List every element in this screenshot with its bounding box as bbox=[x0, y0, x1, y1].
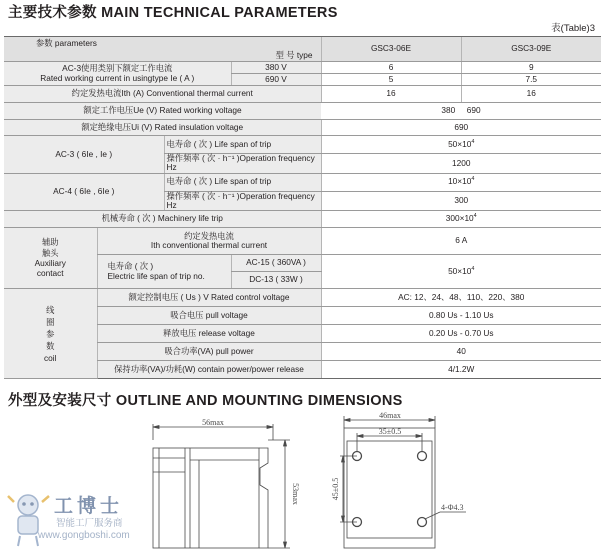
coil-release-voltage-label: 释放电压 release voltage bbox=[97, 325, 321, 343]
aux-thermal-label-cn: 约定发热电流 bbox=[184, 230, 234, 241]
coil-pull-power-label: 吸合功率(VA) pull power bbox=[97, 343, 321, 361]
insulation-voltage-label: 额定绝缘电压Ui (V) Rated insulation voltage bbox=[4, 120, 321, 136]
watermark-slogan: 智能工厂服务商 bbox=[56, 518, 123, 529]
coil-pull-voltage-label: 吸合电压 pull voltage bbox=[97, 307, 321, 325]
mechanical-life-value-base: 300×10 bbox=[445, 213, 474, 224]
aux-electric-life-label-cn: 电寿命 ( 次 ) bbox=[107, 261, 154, 272]
front-view-drawing bbox=[340, 416, 466, 548]
ac4-life-value-base: 10×10 bbox=[448, 176, 472, 187]
mechanical-life-label: 机械寿命 ( 次 ) Machinery life trip bbox=[4, 211, 321, 228]
aux-thermal-label-en: Ith conventional thermal current bbox=[150, 240, 268, 251]
ac3-category-label: AC-3 ( 6Ie , Ie ) bbox=[4, 136, 164, 174]
rated-current-690v-06e: 5 bbox=[321, 74, 461, 86]
voltage-690v-label: 690 V bbox=[231, 74, 321, 86]
insulation-voltage-value: 690 bbox=[321, 120, 601, 136]
auxiliary-contact-label: 辅助 触头 Auxiliary contact bbox=[4, 228, 97, 289]
rated-voltage-value-b: 690 bbox=[466, 105, 481, 116]
rated-voltage-label: 额定工作电压Ue (V) Rated working voltage bbox=[4, 103, 321, 120]
coil-parameters-label: 线 圈 参 数 coil bbox=[4, 289, 97, 379]
header-model-gsc3-09e: GSC3-09E bbox=[461, 37, 601, 62]
ac4-life-value-exp: 4 bbox=[471, 176, 475, 183]
aux-dc13-label: DC-13 ( 33W ) bbox=[231, 272, 321, 289]
ac4-life-label: 电寿命 ( 次 ) Life span of trip bbox=[164, 173, 321, 191]
watermark bbox=[4, 488, 174, 554]
section-title-technical-parameters: 主要技术参数 MAIN TECHNICAL PARAMETERS bbox=[8, 5, 338, 21]
table-number-label: 表(Table)3 bbox=[551, 23, 595, 34]
rated-current-380v-09e: 9 bbox=[461, 62, 601, 74]
aux-thermal-value: 6 A bbox=[321, 228, 601, 255]
ac4-category-label: AC-4 ( 6Ie , 6Ie ) bbox=[4, 173, 164, 211]
thermal-current-label: 约定发热电流Ith (A) Conventional thermal current bbox=[4, 86, 321, 103]
thermal-current-06e: 16 bbox=[321, 86, 461, 103]
aux-electric-life-value-exp: 4 bbox=[471, 266, 475, 273]
dimension-hole-spacing-horizontal: 35±0.5 bbox=[378, 427, 402, 436]
coil-control-voltage-label: 额定控制电压 ( Us ) V Rated control voltage bbox=[97, 289, 321, 307]
coil-release-voltage-value: 0.20 Us - 0.70 Us bbox=[321, 325, 601, 343]
header-model-gsc3-06e: GSC3-06E bbox=[321, 37, 461, 62]
ac3-life-value-exp: 4 bbox=[471, 139, 475, 146]
rated-current-label-en: Rated working current in usingtype Ie ( A ) bbox=[40, 72, 195, 83]
ac3-frequency-label: 操作频率 ( 次 · h⁻¹ )Operation frequency Hz bbox=[164, 154, 321, 174]
ac3-life-label: 电寿命 ( 次 ) Life span of trip bbox=[164, 136, 321, 154]
ac4-frequency-value: 300 bbox=[321, 191, 601, 211]
rated-current-380v-06e: 6 bbox=[321, 62, 461, 74]
aux-electric-life-value-base: 50×10 bbox=[448, 265, 472, 276]
dimension-hole-spacing-vertical: 45±0.5 bbox=[331, 477, 340, 501]
coil-hold-power-label: 保持功率(VA)/功耗(W) contain power/power release bbox=[97, 361, 321, 379]
aux-ac15-label: AC-15 ( 360VA ) bbox=[231, 255, 321, 272]
watermark-brand: 工博士 bbox=[54, 496, 124, 517]
mechanical-life-value-exp: 4 bbox=[473, 213, 477, 220]
rated-current-label-cn: AC-3使用类别下额定工作电流 bbox=[62, 63, 173, 74]
watermark-url: www.gongboshi.com bbox=[38, 530, 130, 541]
coil-hold-power-value: 4/1.2W bbox=[321, 361, 601, 379]
header-parameters-label: 参数 parameters bbox=[36, 37, 97, 48]
section-title-outline-dimensions: 外型及安装尺寸 OUTLINE AND MOUNTING DIMENSIONS bbox=[8, 393, 403, 409]
dimension-front-width-46max: 46max bbox=[379, 411, 401, 420]
dimension-height-53max: 53max bbox=[291, 483, 300, 505]
thermal-current-09e: 16 bbox=[461, 86, 601, 103]
coil-control-voltage-value: AC: 12、24、48、110、220、380 bbox=[321, 289, 601, 307]
ac4-frequency-label: 操作频率 ( 次 · h⁻¹ )Operation frequency Hz bbox=[164, 191, 321, 211]
rated-current-690v-09e: 7.5 bbox=[461, 74, 601, 86]
ac3-frequency-value: 1200 bbox=[321, 154, 601, 174]
aux-electric-life-label-en: Electric life span of trip no. bbox=[107, 270, 205, 281]
coil-pull-power-value: 40 bbox=[321, 343, 601, 361]
rated-voltage-value-a: 380 bbox=[441, 105, 456, 116]
dimension-width-56max: 56max bbox=[202, 418, 224, 427]
header-model-type-label: 型 号 type bbox=[275, 50, 313, 60]
ac3-life-value-base: 50×10 bbox=[448, 138, 472, 149]
coil-pull-voltage-value: 0.80 Us - 1.10 Us bbox=[321, 307, 601, 325]
voltage-380v-label: 380 V bbox=[231, 62, 321, 74]
dimension-hole-label: 4-Φ4.3 bbox=[441, 503, 464, 512]
